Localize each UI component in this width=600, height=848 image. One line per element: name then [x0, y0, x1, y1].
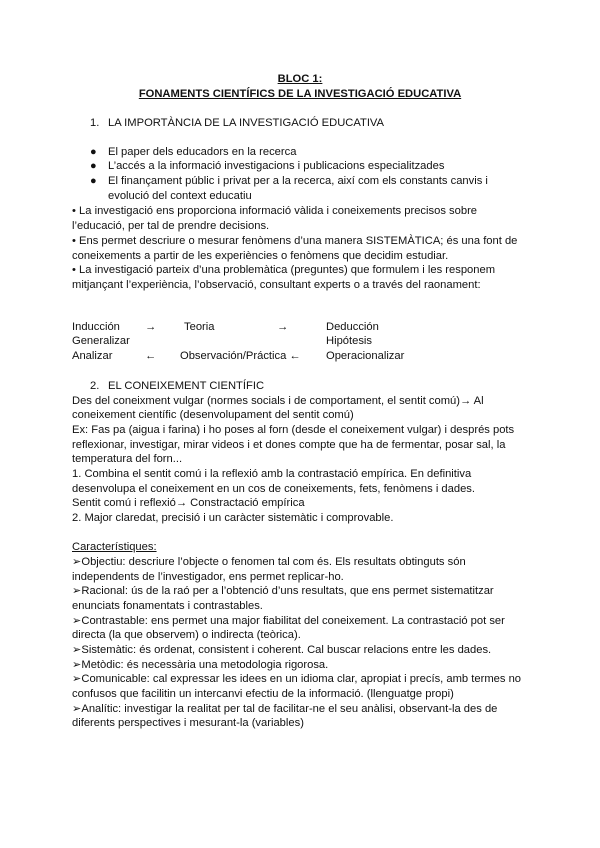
paragraph-line: mitjançant l’experiència, l’observació, consultant experts o a través del raonament: [72, 279, 481, 291]
diagram-teoria: Teoria [184, 321, 215, 333]
bloc-title: BLOC 1: [277, 73, 323, 85]
diagram-induccion: Inducción [72, 321, 120, 333]
paragraph-line: • La investigació parteix d’una problemàtica (preguntes) que formulem i les responem [72, 264, 496, 276]
paragraph-line: enunciats fonamentats i contrastables. [72, 600, 263, 612]
paragraph-line: coneixements a partir de les experiències o fenòmens que decidim estudiar. [72, 250, 449, 262]
paragraph-line: confusos que facilitin un intercanvi efectiu de la informació. (llenguatge propi) [72, 688, 454, 700]
paragraph-line: Ex: Fas pa (aigua i farina) i ho poses al forn (desde el coneixement vulgar) i després pots [72, 424, 515, 436]
diagram-deduccion: Deducción [326, 321, 379, 333]
section1-heading: LA IMPORTÀNCIA DE LA INVESTIGACIÓ EDUCATIVA [108, 117, 385, 129]
paragraph-line: • La investigació ens proporciona informació vàlida i coneixements precisos sobre [72, 205, 478, 217]
diagram-operacionalizar: Operacionalizar [326, 350, 405, 362]
list-item: El finançament públic i privat per a la recerca, així com els constants canvis i [108, 175, 488, 187]
diagram-generalizar: Generalizar [72, 335, 130, 347]
list-item: El paper dels educadors en la recerca [108, 146, 297, 158]
paragraph-line: diferents perspectives i mesurant-la (variables) [72, 717, 304, 729]
diagram-hipotesis: Hipótesis [326, 335, 373, 347]
paragraph-line: Des del coneixment vulgar (normes socials i de comportament, el sentit comú)→ Al [72, 395, 484, 407]
paragraph-line: coneixement científic (desenvolupament del sentit comú) [72, 409, 354, 421]
section2-number: 2. [90, 380, 100, 392]
list-item-continuation: evolució del context educatiu [108, 190, 252, 202]
list-item: L’accés a la informació investigacions i publicacions especialitzades [108, 160, 445, 172]
paragraph-line: directa (la que observem) o indirecta (teòrica). [72, 629, 301, 641]
paragraph-line: Sentit comú i reflexió→ Constractació empírica [72, 497, 305, 509]
arrow-right-icon: → [145, 321, 157, 333]
bullet-dot: ● [90, 160, 97, 172]
arrow-right-icon: → [277, 321, 289, 333]
paragraph-line: ➢Sistemàtic: és ordenat, consistent i coherent. Cal buscar relacions entre les dades. [72, 644, 492, 656]
paragraph-line: 2. Major claredat, precisió i un caràcter sistemàtic i comprovable. [72, 512, 394, 524]
paragraph-line: 1. Combina el sentit comú i la reflexió amb la contrastació empírica. En definitiva [72, 468, 472, 480]
paragraph-line: ➢Analític: investigar la realitat per tal de facilitar-ne el seu anàlisi, observant-la des de [72, 703, 498, 715]
paragraph-line: ➢Contrastable: ens permet una major fiabilitat del coneixement. La contrastació pot ser [72, 615, 505, 627]
paragraph-line: • Ens permet descriure o mesurar fenòmens d’una manera SISTEMÀTICA; és una font de [72, 235, 518, 247]
bullet-dot: ● [90, 146, 97, 158]
diagram-observacion: Observación/Práctica ← [180, 350, 301, 362]
document-title: FONAMENTS CIENTÍFICS DE LA INVESTIGACIÓ EDUCATIVA [138, 88, 462, 100]
paragraph-line: reflexionar, investigar, mirar videos i et dones compte que ha de fermentar, posar sal, la [72, 439, 506, 451]
paragraph-line: ➢Metòdic: és necessària una metodologia rigorosa. [72, 659, 329, 671]
paragraph-line: independents de l’investigador, ens permet replicar-ho. [72, 571, 344, 583]
section1-number: 1. [90, 117, 100, 129]
section2-heading: EL CONEIXEMENT CIENTÍFIC [108, 380, 265, 392]
paragraph-line: l’educació, per tal de prendre decisions. [72, 220, 270, 232]
paragraph-line: ➢Objectiu: descriure l’objecte o fenomen tal com és. Els resultats obtinguts són [72, 556, 466, 568]
paragraph-line: ➢Racional: ús de la raó per a l’obtenció d’uns resultats, que ens permet sistematitzar [72, 585, 494, 597]
bullet-dot: ● [90, 175, 97, 187]
characteristics-heading: Característiques: [72, 541, 157, 553]
diagram-analizar: Analizar [72, 350, 113, 362]
paragraph-line: ➢Comunicable: cal expressar les idees en un idioma clar, apropiat i precís, amb termes no [72, 673, 522, 685]
paragraph-line: desenvolupa el coneixement en un cos de coneixements, fets, fenòmens i dades. [72, 483, 476, 495]
arrow-left-icon: ← [145, 350, 157, 362]
paragraph-line: temperatura del forn... [72, 453, 183, 465]
